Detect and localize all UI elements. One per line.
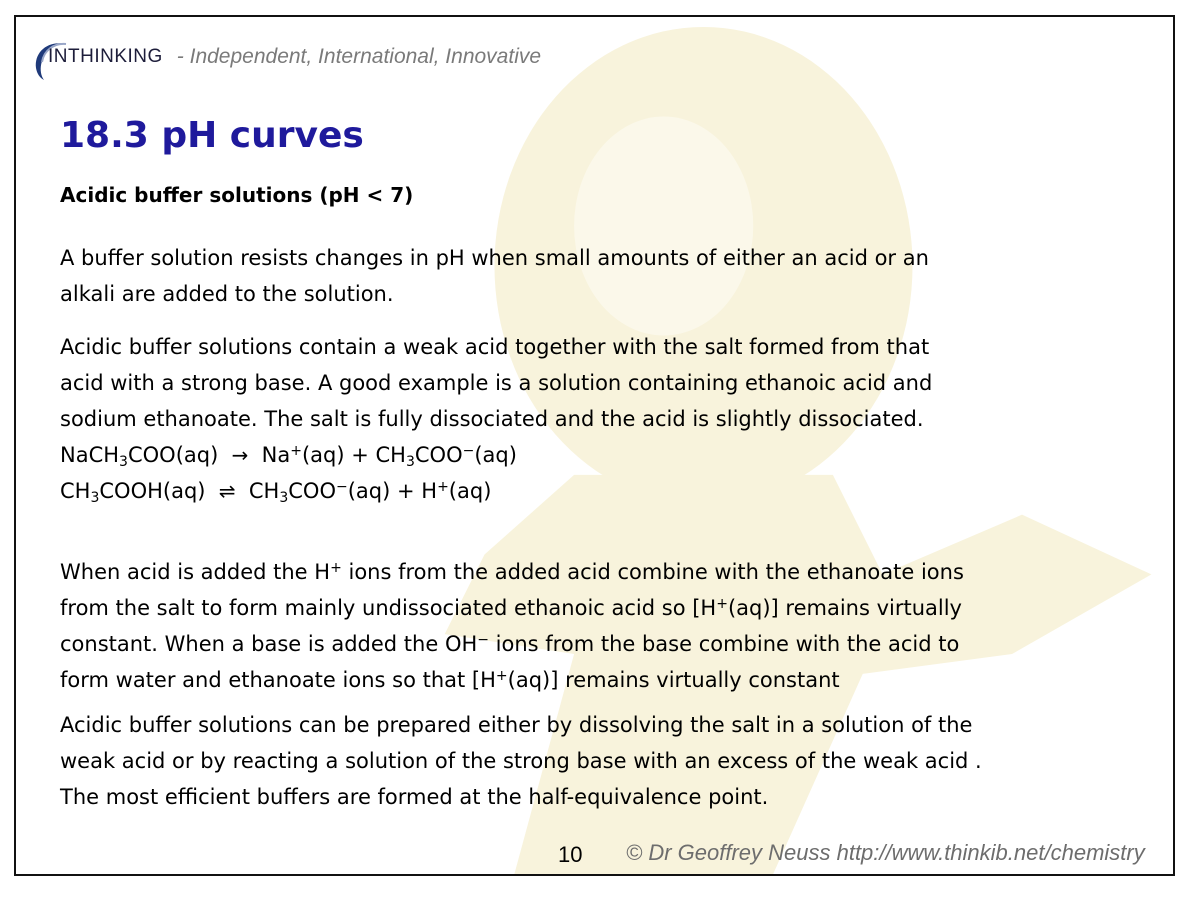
text-line: The most efficient buffers are formed at the half-equivalence point. — [60, 785, 769, 809]
equation-acid-equilibrium: $CH_3COOH(aq)$ ⇌ $CH_3COO^-(aq) + H^+(aq)$ — [60, 473, 1140, 509]
text-line: from the salt to form mainly undissociated ethanoic acid so [H+(aq)] remains virtually — [60, 596, 962, 620]
slide — [14, 15, 1175, 876]
text-line: Acidic buffer solutions contain a weak acid together with the salt formed from that — [60, 335, 930, 359]
page-number: 10 — [558, 842, 583, 867]
paragraph-buffer-action — [60, 554, 1140, 698]
tagline: - Independent, International, Innovative — [176, 45, 542, 68]
text-line: sodium ethanoate. The salt is fully dissociated and the acid is slightly dissociated. — [60, 407, 924, 431]
text-line: Acidic buffer solutions can be prepared either by dissolving the salt in a solution of the — [60, 713, 973, 737]
equation-salt-dissociation: NaCH$_3$COO(aq) → $Na^+(aq) + CH_3COO^-(aq)$ — [60, 437, 1140, 473]
text-line: A buffer solution resists changes in pH when small amounts of either an acid or an — [60, 246, 929, 270]
logo — [34, 46, 163, 68]
logo-text: INTHINKING — [48, 46, 163, 67]
text-line: alkali are added to the solution. — [60, 282, 394, 306]
text-line: constant. When a base is added the OH− ions from the base combine with the acid to — [60, 632, 960, 656]
paragraph-buffer-preparation — [60, 707, 1140, 815]
text-line: acid with a strong base. A good example is a solution containing ethanoic acid and — [60, 371, 933, 395]
text-line: weak acid or by reacting a solution of the strong base with an excess of the weak acid . — [60, 749, 982, 773]
paragraph-acidic-buffer-composition — [60, 329, 1140, 437]
header — [34, 37, 541, 77]
page-title: 18.3 pH curves — [60, 115, 364, 156]
text-line: form water and ethanoate ions so that [H+(aq)] remains virtually constant — [60, 668, 840, 692]
paragraph-buffer-definition — [60, 240, 1140, 312]
copyright-footer: © Dr Geoffrey Neuss http://www.thinkib.net/chemistry — [626, 840, 1145, 865]
right-arrow-icon: → — [231, 443, 249, 467]
equilibrium-arrow-icon: ⇌ — [218, 479, 236, 503]
subheading: Acidic buffer solutions (pH < 7) — [60, 183, 414, 207]
text-line: When acid is added the H+ ions from the added acid combine with the ethanoate ions — [60, 560, 964, 584]
